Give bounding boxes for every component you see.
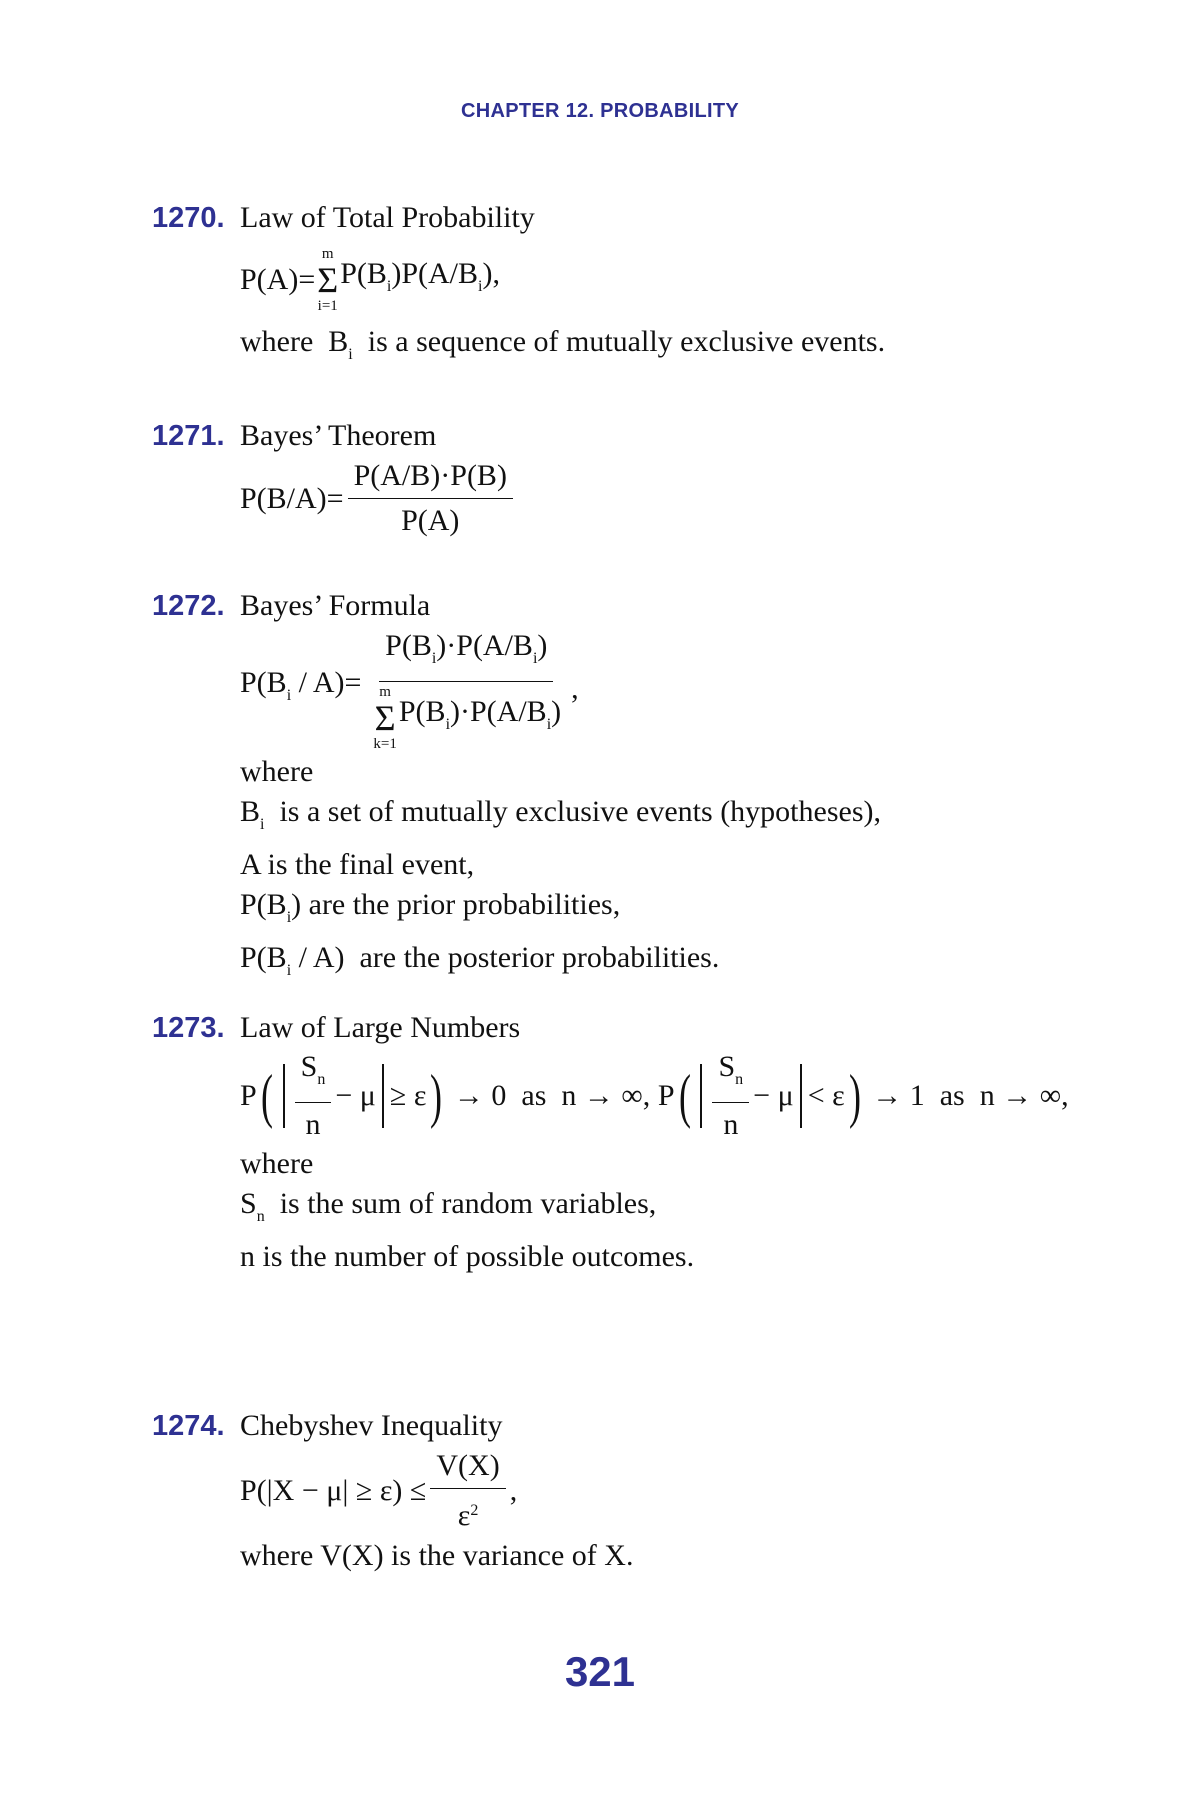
entry-title: Law of Total Probability	[240, 201, 535, 234]
note-line: A is the final event,	[240, 848, 475, 881]
entry-title: Chebyshev Inequality	[240, 1409, 503, 1442]
formula-total-probability: P(A)= m Σ i=1 $P(B_i)P(A/B_i)$,	[240, 246, 500, 314]
formula-bayes-theorem: P(B/A)= $\frac{P(A/B)\cdot P(B)}{P(A)}$	[240, 456, 517, 541]
note-line: $P(B_i)$ are the prior probabilities,	[240, 888, 621, 926]
entry-number: 1270.	[152, 202, 225, 234]
note-line: where	[240, 1147, 314, 1180]
entry-1274	[152, 1406, 1132, 1576]
note-line: where $B_i$ is a sequence of mutually exclusive events.	[240, 325, 886, 363]
entry-1271	[152, 416, 1132, 541]
entry-title: Law of Large Numbers	[240, 1011, 521, 1044]
page-number: 321	[564, 1648, 636, 1695]
note-line: $B_i$ is a set of mutually exclusive events (hypotheses),	[240, 795, 881, 833]
formula-bayes-formula: $P(B_i / A)=$ $P(B_i)\cdot P(A/B_i)$ m Σ k=1 $P(B_i)\cdot P(A/B_i)$ ,	[240, 626, 579, 752]
note-line: $P(B_i / A)$ are the posterior probabilities.	[240, 941, 720, 979]
entry-number: 1272.	[152, 590, 225, 622]
note-line: where V(X) is the variance of X.	[240, 1539, 634, 1572]
formula-large-numbers-1: P ( $\frac{S_n}{n}$ − μ ≥ ε ) → 0 as n → ∞,	[240, 1048, 650, 1144]
note-line: $S_n$ is the sum of random variables,	[240, 1187, 657, 1225]
entry-1272	[152, 586, 1132, 991]
entry-1270	[152, 198, 1132, 375]
chapter-header: CHAPTER 12. PROBABILITY	[460, 100, 740, 122]
entry-number: 1273.	[152, 1012, 225, 1044]
entry-number: 1271.	[152, 420, 225, 452]
note-line: n is the number of possible outcomes.	[240, 1240, 695, 1273]
entry-1273	[152, 1008, 1132, 1277]
entry-title: Bayes’ Formula	[240, 589, 431, 622]
note-line: where	[240, 755, 314, 788]
formula-chebyshev: P(|X − μ| ≥ ε) ≤ $\frac{V(X)}{\varepsilon^2}$ ,	[240, 1446, 517, 1536]
formula-large-numbers-2: P ( $\frac{S_n}{n}$ − μ < ε ) → 1 as n → ∞,	[658, 1048, 1069, 1144]
entry-number: 1274.	[152, 1410, 225, 1442]
entry-title: Bayes’ Theorem	[240, 419, 437, 452]
